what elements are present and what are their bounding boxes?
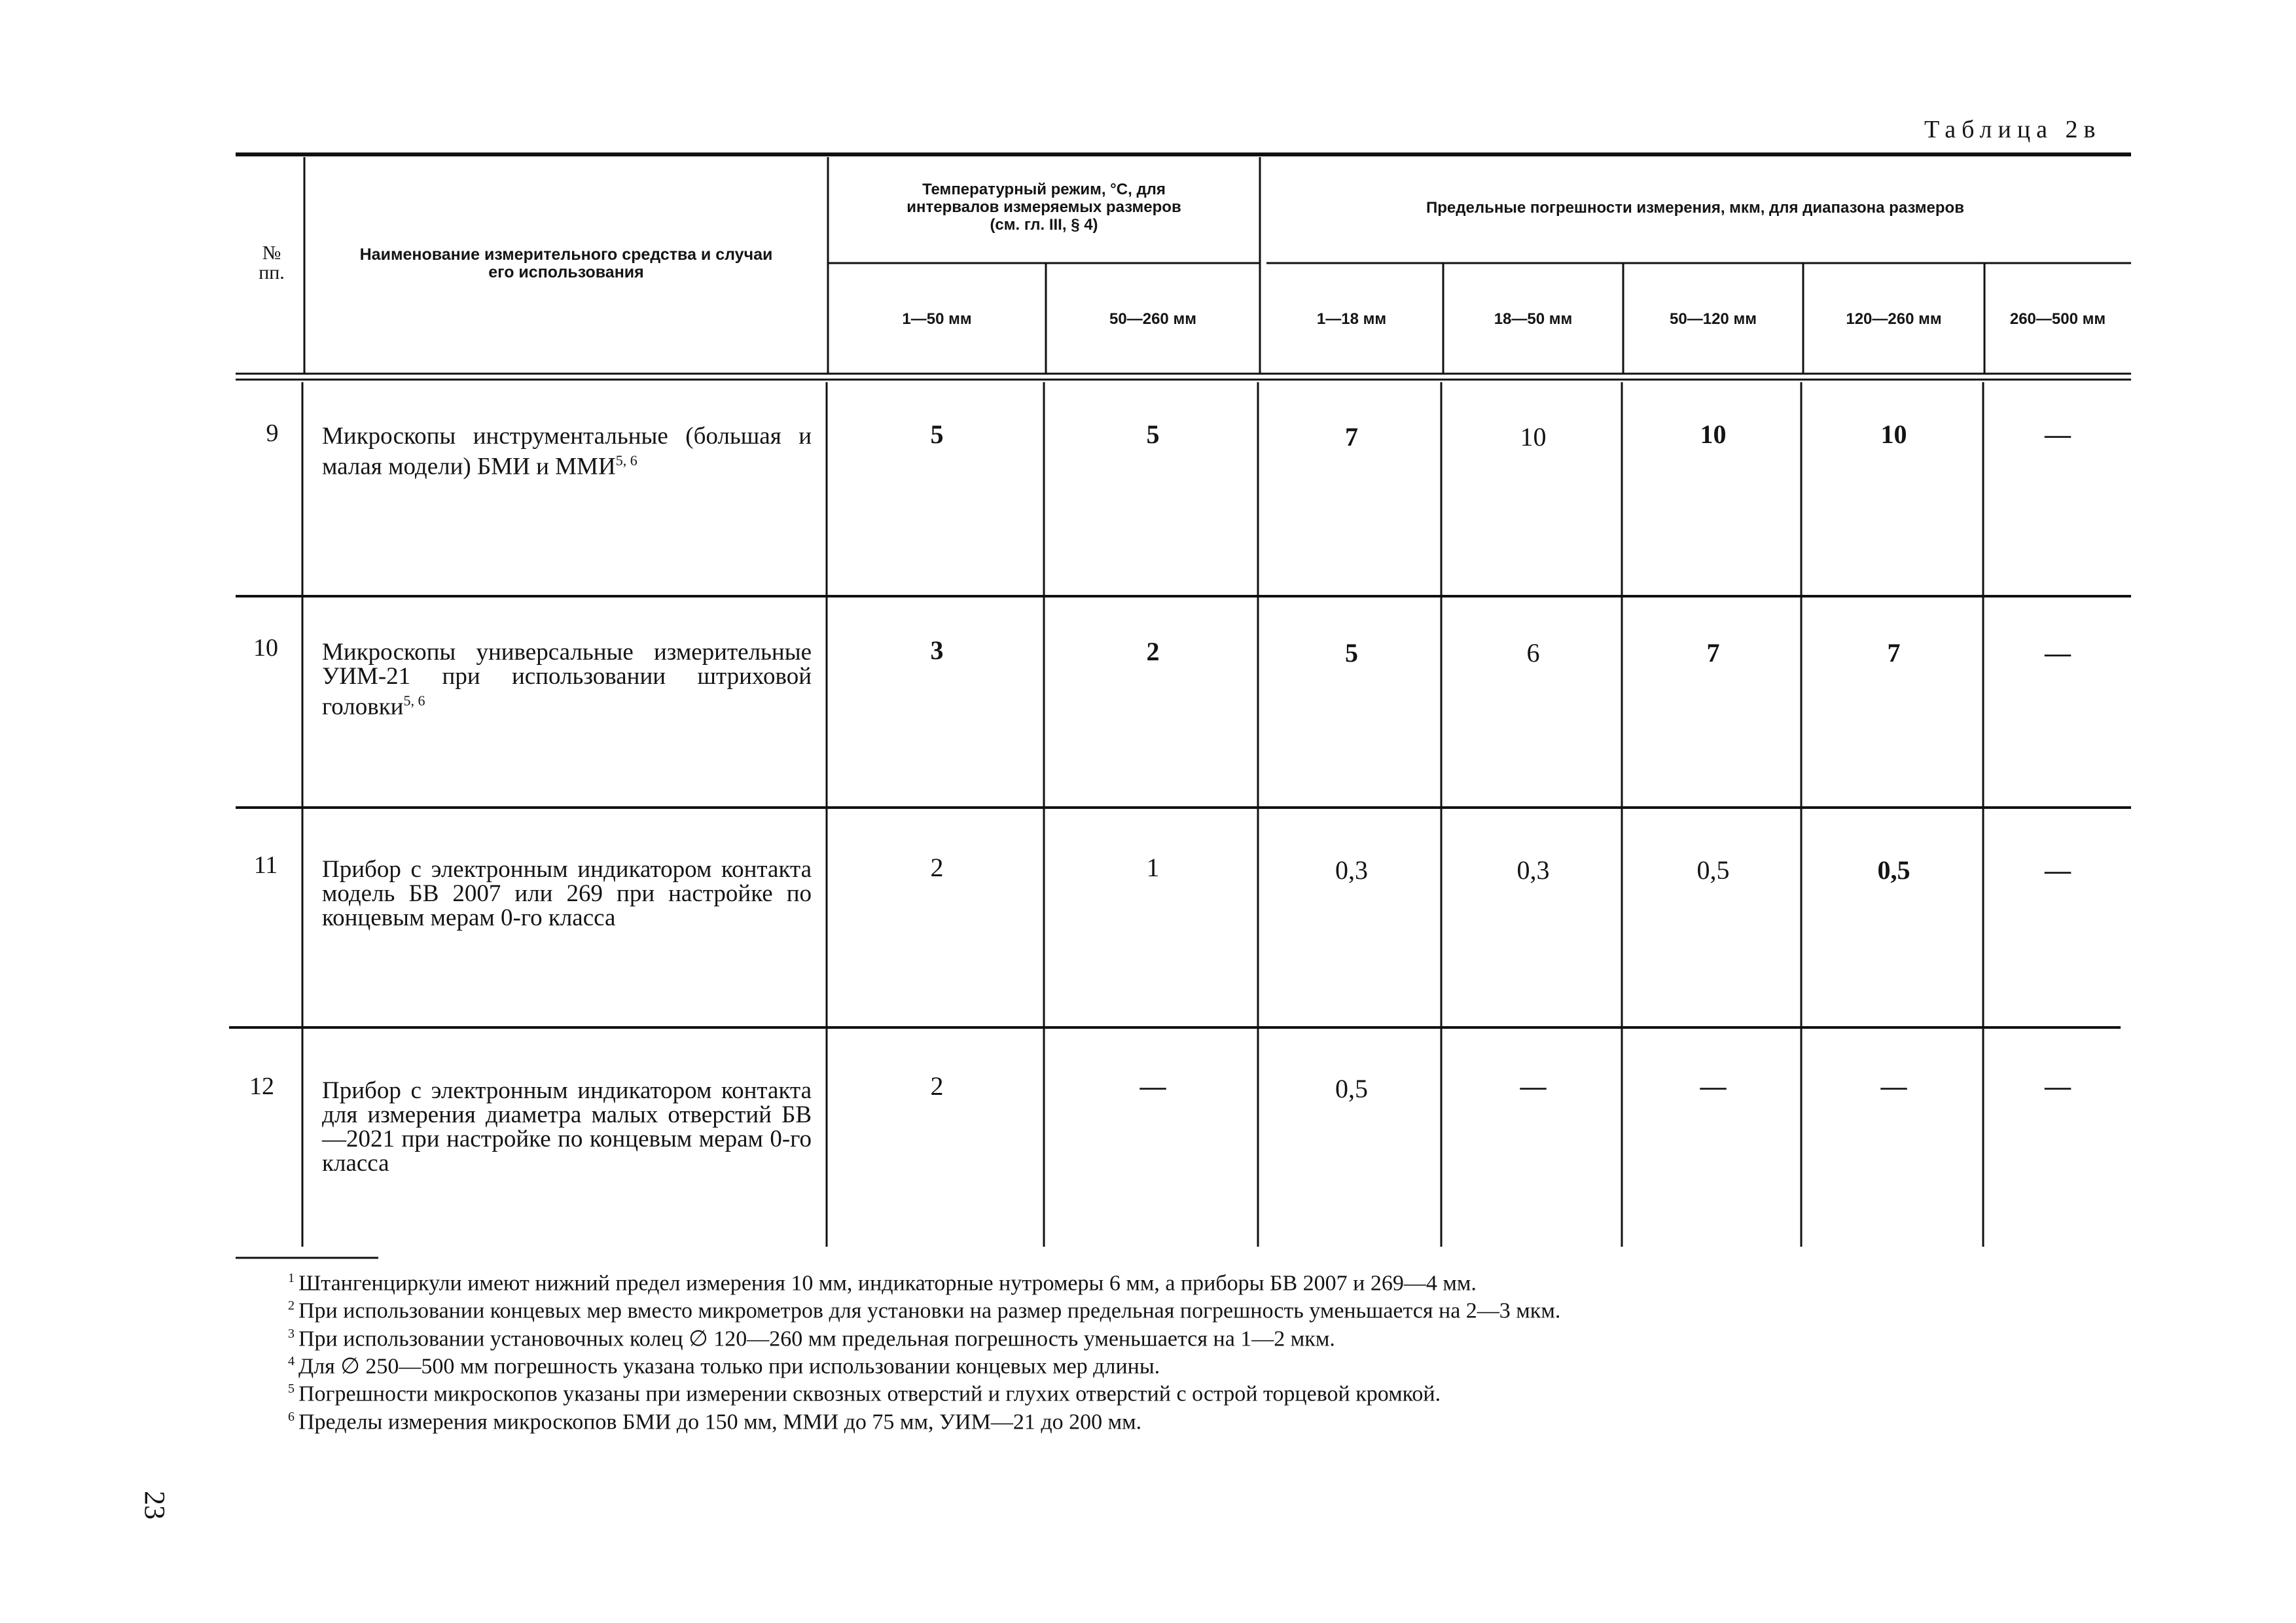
footnote-ref: 5, 6 — [403, 692, 425, 709]
footnote: $^2$ При использовании концевых мер вместо микрометров для установки на размер предельная погрешность уменьшается на 2—3 мкм. — [288, 1298, 1561, 1323]
table-cell: 3 — [930, 635, 944, 665]
table-cell: 0,3 — [1516, 855, 1550, 885]
table-cell: 0,5 — [1696, 855, 1730, 885]
table-cell: 2 — [930, 1071, 944, 1101]
footnote: $^6$ Пределы измерения микроскопов БМИ до 150 мм, ММИ до 75 мм, УИМ—21 до 200 мм. — [288, 1409, 1142, 1434]
table-cell: 7 — [1345, 422, 1358, 452]
row-number: 9 — [266, 419, 279, 447]
table-cell: — — [1880, 1071, 1907, 1101]
table-cell: — — [2045, 855, 2071, 885]
table-cell: 5 — [1146, 419, 1160, 449]
table-cell: 0,5 — [1335, 1074, 1368, 1103]
table-cell: 7 — [1706, 638, 1720, 668]
row-number: 11 — [253, 851, 278, 879]
header-number: № пп. — [259, 242, 285, 283]
table-caption: Таблица 2в — [1924, 116, 2102, 143]
table-cell: 1 — [1146, 853, 1160, 882]
footnotes — [288, 1267, 1560, 1433]
row-number: 10 — [253, 634, 278, 662]
table-cell: 10 — [1520, 422, 1547, 452]
table-cell: — — [1139, 1071, 1166, 1101]
footnote: $^1$ Штангенциркули имеют нижний предел измерения 10 мм, индикаторные нутромеры 6 мм, а приборы БВ 2007 и 269—4 мм. — [288, 1271, 1477, 1296]
header-temperature: Температурный режим, °C, для интервалов измеряемых размеров (см. гл. III, § 4) — [906, 181, 1181, 234]
header-size-range: 120—260 мм — [1846, 310, 1942, 328]
row-instrument-name: Микроскопы инструментальные (большая и малая модели) БМИ и ММИ$^{5, 6}$ — [322, 423, 812, 480]
header-size-range: 18—50 мм — [1494, 310, 1573, 328]
footnote-ref: 5, 6 — [615, 452, 637, 469]
footnote: $^5$ Погрешности микроскопов указаны при измерении сквозных отверстий и глухих отверстий с острой торцевой кромкой. — [288, 1382, 1441, 1406]
header-temp-range: 1—50 мм — [902, 310, 972, 328]
table-cell: — — [2045, 419, 2071, 449]
table-cell: 6 — [1526, 638, 1540, 668]
footnote: $^3$ При использовании установочных колец ∅ 120—260 мм предельная погрешность уменьшается на 1—2 мкм. — [288, 1326, 1335, 1351]
table-cell: 7 — [1887, 638, 1901, 668]
table-cell: 10 — [1700, 419, 1727, 449]
header-measurement-error: Предельные погрешности измерения, мкм, для диапазона размеров — [1426, 199, 1964, 217]
row-instrument-name: Прибор с электронным индикатором контакта модель БВ 2007 или 269 при настройке по концевым мерам 0-го класса — [322, 856, 812, 931]
row-instrument-name: Микроскопы универсальные измерительные УИМ-21 при использовании штриховой головки$^{5, 6}$ — [322, 639, 812, 721]
table-cell: — — [2045, 638, 2071, 668]
table-cell: 0,5 — [1877, 855, 1910, 885]
table-cell: 10 — [1880, 419, 1907, 449]
page-number: 23 — [139, 1491, 171, 1520]
row-instrument-name: Прибор с электронным индикатором контакта для измерения диаметра малых отверстий БВ—2021 при настройке по концевым мерам 0-го класса — [322, 1077, 812, 1177]
header-size-range: 1—18 мм — [1316, 310, 1387, 328]
row-number: 12 — [249, 1073, 274, 1100]
header-size-range: 260—500 мм — [2009, 310, 2106, 328]
table-cell: — — [1700, 1071, 1727, 1101]
table-cell: 5 — [1345, 638, 1358, 668]
table-cell: — — [2045, 1071, 2071, 1101]
table-cell: 0,3 — [1335, 855, 1368, 885]
header-size-range: 50—120 мм — [1670, 310, 1757, 328]
table-cell: 5 — [930, 419, 944, 449]
table-cell: — — [1520, 1071, 1547, 1101]
table-cell: 2 — [1146, 637, 1160, 666]
footnote: $^4$ Для ∅ 250—500 мм погрешность указана только при использовании концевых мер длины. — [288, 1353, 1160, 1379]
table-cell: 2 — [930, 853, 944, 882]
header-temp-range: 50—260 мм — [1109, 310, 1196, 328]
header-instrument-name: Наименование измерительного средства и случаи его использования — [359, 245, 773, 281]
